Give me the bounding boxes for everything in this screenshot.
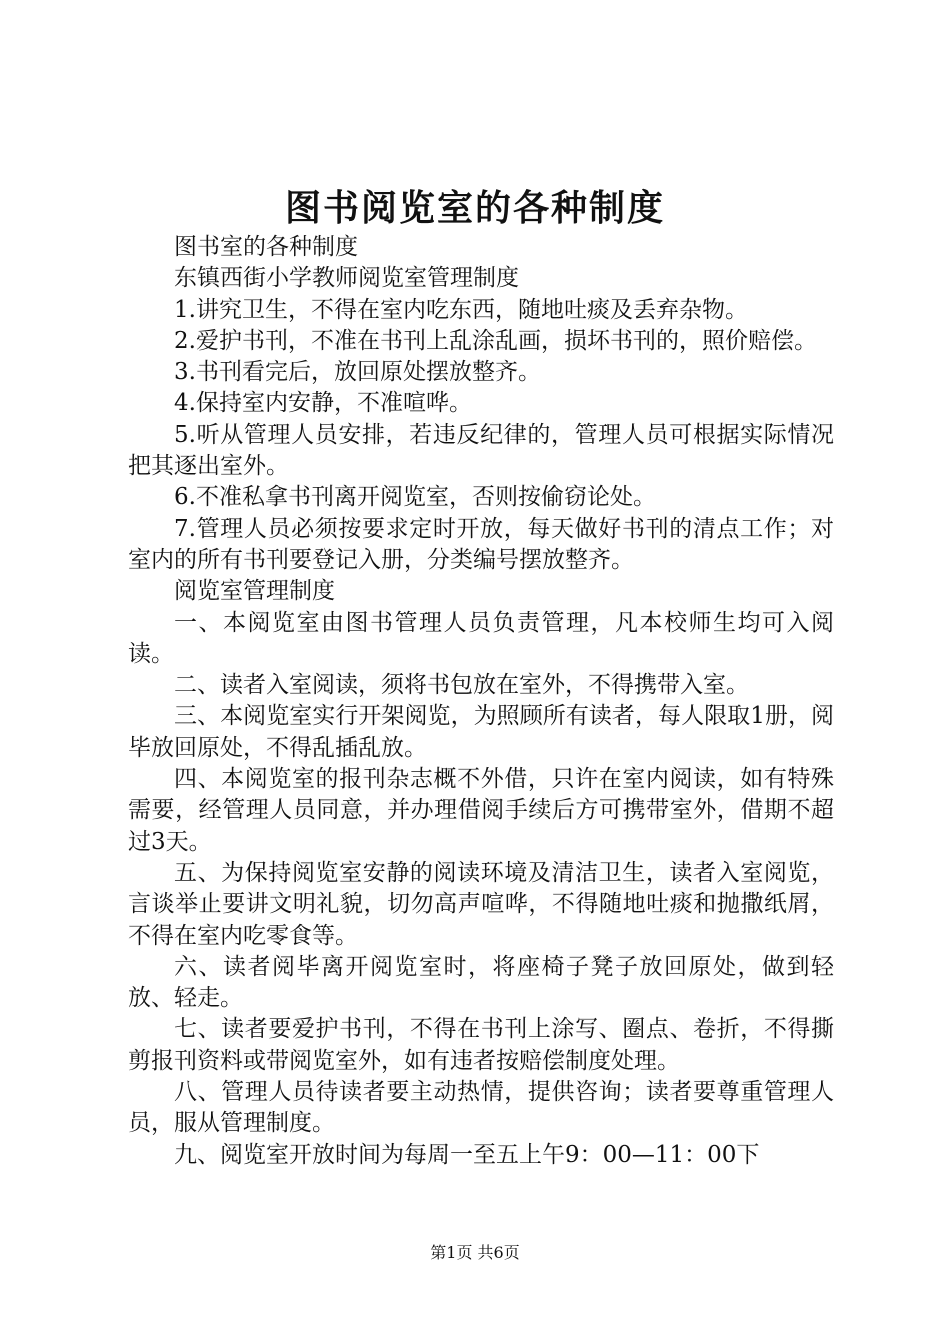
paragraph: 6.不准私拿书刊离开阅览室，否则按偷窃论处。	[174, 484, 656, 511]
paragraph: 六、读者阅毕离开阅览室时，将座椅子凳子放回原处，做到轻放、轻走。	[128, 953, 834, 1012]
paragraph: 1.讲究卫生，不得在室内吃东西，随地吐痰及丢弃杂物。	[174, 296, 748, 323]
paragraph: 5.听从管理人员安排，若违反纪律的，管理人员可根据实际情况把其逐出室外。	[128, 421, 834, 480]
paragraph: 五、为保持阅览室安静的阅读环境及清洁卫生，读者入室阅览，言谈举止要讲文明礼貌，切勿高声喧哗，不得随地吐痰和抛撒纸屑，不得在室内吃零食等。	[128, 859, 834, 949]
paragraph: 7.管理人员必须按要求定时开放，每天做好书刊的清点工作；对室内的所有书刊要登记入册，分类编号摆放整齐。	[128, 515, 834, 573]
paragraph: 八、管理人员待读者要主动热情，提供咨询；读者要尊重管理人员，服从管理制度。	[128, 1079, 834, 1137]
paragraph: 阅览室管理制度	[174, 578, 335, 605]
paragraph: 图书室的各种制度	[174, 234, 358, 260]
paragraph: 东镇西街小学教师阅览室管理制度	[174, 265, 519, 292]
paragraph: 七、读者要爱护书刊，不得在书刊上涂写、圈点、卷折，不得撕剪报刊资料或带阅览室外，如有违者按赔偿制度处理。	[128, 1016, 834, 1074]
paragraph: 2.爱护书刊，不准在书刊上乱涂乱画，损坏书刊的，照价赔偿。	[174, 327, 817, 354]
paragraph: 3.书刊看完后，放回原处摆放整齐。	[174, 359, 541, 386]
paragraph: 一、本阅览室由图书管理人员负责管理，凡本校师生均可入阅读。	[128, 609, 834, 667]
document-title: 图书阅览室的各种制度	[284, 187, 665, 229]
paragraph: 二、读者入室阅读，须将书包放在室外，不得携带入室。	[174, 672, 749, 699]
paragraph: 4.保持室内安静，不准喧哗。	[174, 390, 472, 417]
page-footer: 第1页 共6页	[430, 1243, 520, 1262]
paragraph: 三、本阅览室实行开架阅览，为照顾所有读者，每人限取1册，阅毕放回原处，不得乱插乱放。	[128, 703, 834, 761]
document-body	[128, 232, 834, 1171]
paragraph: 九、阅览室开放时间为每周一至五上午9：00—11：00下	[174, 1141, 760, 1168]
paragraph: 四、本阅览室的报刊杂志概不外借，只许在室内阅读，如有特殊需要，经管理人员同意，并办理借阅手续后方可携带室外，借期不超过3天。	[128, 766, 834, 855]
